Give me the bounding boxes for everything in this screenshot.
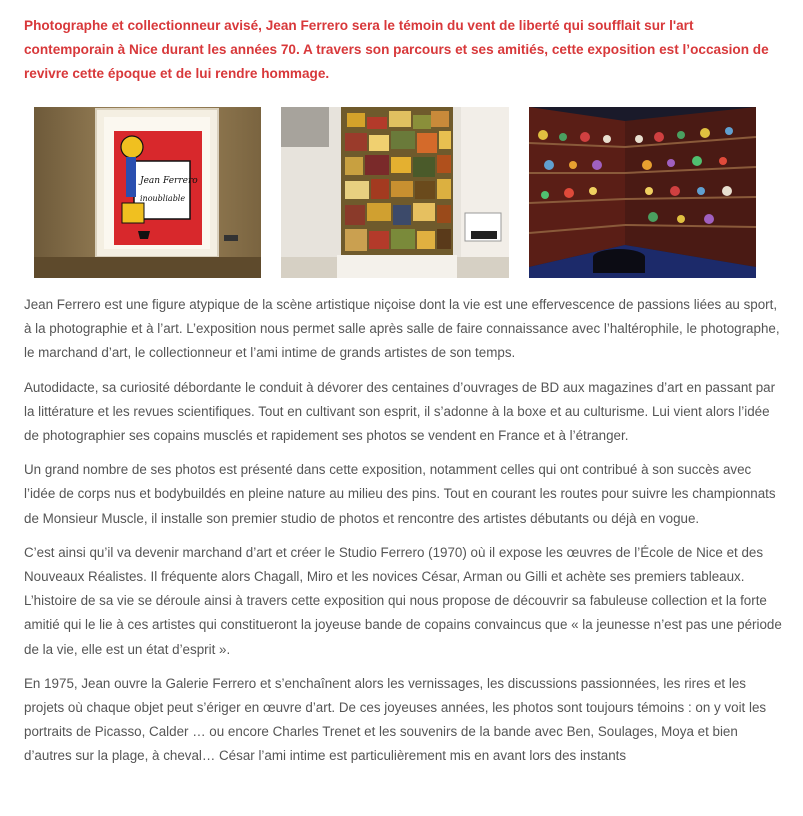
article-intro: Photographe et collectionneur avisé, Jean Ferrero sera le témoin du vent de liberté qui soufflait sur l'art contemporain à Nice durant les années 70. A travers son parcours et ses amitiés, cette exposition est l’occasion de revivre cette époque et de lui rendre hommage. — [24, 18, 769, 81]
photo-cans-sculpture[interactable] — [281, 107, 509, 278]
photo-gallery — [0, 107, 803, 278]
toy-collection-image — [529, 107, 756, 278]
photo-framed-artwork[interactable] — [34, 107, 261, 278]
artwork-text-line1: Jean Ferrero — [140, 176, 198, 186]
photo-toy-collection-room[interactable] — [529, 107, 756, 278]
article-paragraph: Autodidacte, sa curiosité débordante le conduit à dévorer des centaines d’ouvrages de BD aux magazines d’art en passant par la littérature et les revues scientifiques. Tout en cultivant son esprit, il s’adonne à la boxe et au culturisme. Lui vient alors l’idée de photographier ses copains musclés et rapidement ses photos se vendent en France et à l’étranger. — [24, 379, 776, 444]
article-paragraph: En 1975, Jean ouvre la Galerie Ferrero et s’enchaînent alors les vernissages, les discussions passionnées, les rires et les projets où chaque objet peut s’ériger en œuvre d’art. De ces joyeuses années, les photos sont toujours témoins : on y voit les portraits de Picasso, Calder … ou encore Charles Trenet et les souvenirs de la bande avec Ben, Soulages, Moya et bien d’autres sur la plage, à cheval… César l’ami intime est particulièrement mis en avant lors des instants — [24, 675, 767, 764]
article-body — [24, 293, 784, 779]
cans-sculpture-image — [281, 107, 509, 278]
article-paragraph: Un grand nombre de ses photos est présenté dans cette exposition, notamment celles qui ont contribué à son succès avec l’idée de corps nus et bodybuildés en pleine nature au milieu des pins. Tout en courant les routes pour suivre les championnats de Monsieur Muscle, il installe son premier studio de photos et rencontre des artistes débutants ou déjà en vogue. — [24, 462, 776, 526]
article-paragraph: Jean Ferrero est une figure atypique de la scène artistique niçoise dont la vie est une effervescence de passions liées au sport, à la photographie et à l’art. L’exposition nous permet salle après salle de faire connaissance avec l’haltérophile, le photographe, le marchand d’art, le collectionneur et l’ami intime de grands artistes de son temps. — [24, 297, 780, 361]
artwork-text-line2: inoubliable — [140, 194, 186, 203]
framed-artwork-image — [34, 107, 261, 278]
article-paragraph: C’est ainsi qu’il va devenir marchand d’art et créer le Studio Ferrero (1970) où il expose les œuvres de l’École de Nice et des Nouveaux Réalistes. Il fréquente alors Chagall, Miro et les novices César, Arman ou Gilli et achète ses premiers tableaux. L’histoire de sa vie se déroule ainsi à travers cette exposition qui nous propose de découvrir sa fabuleuse collection et la forte amitié qui le lie à ces artistes qui constitueront la joyeuse bande de copains convaincus que « la jeunesse n’est pas une période de la vie, elle est un état d’esprit ». — [24, 544, 782, 657]
